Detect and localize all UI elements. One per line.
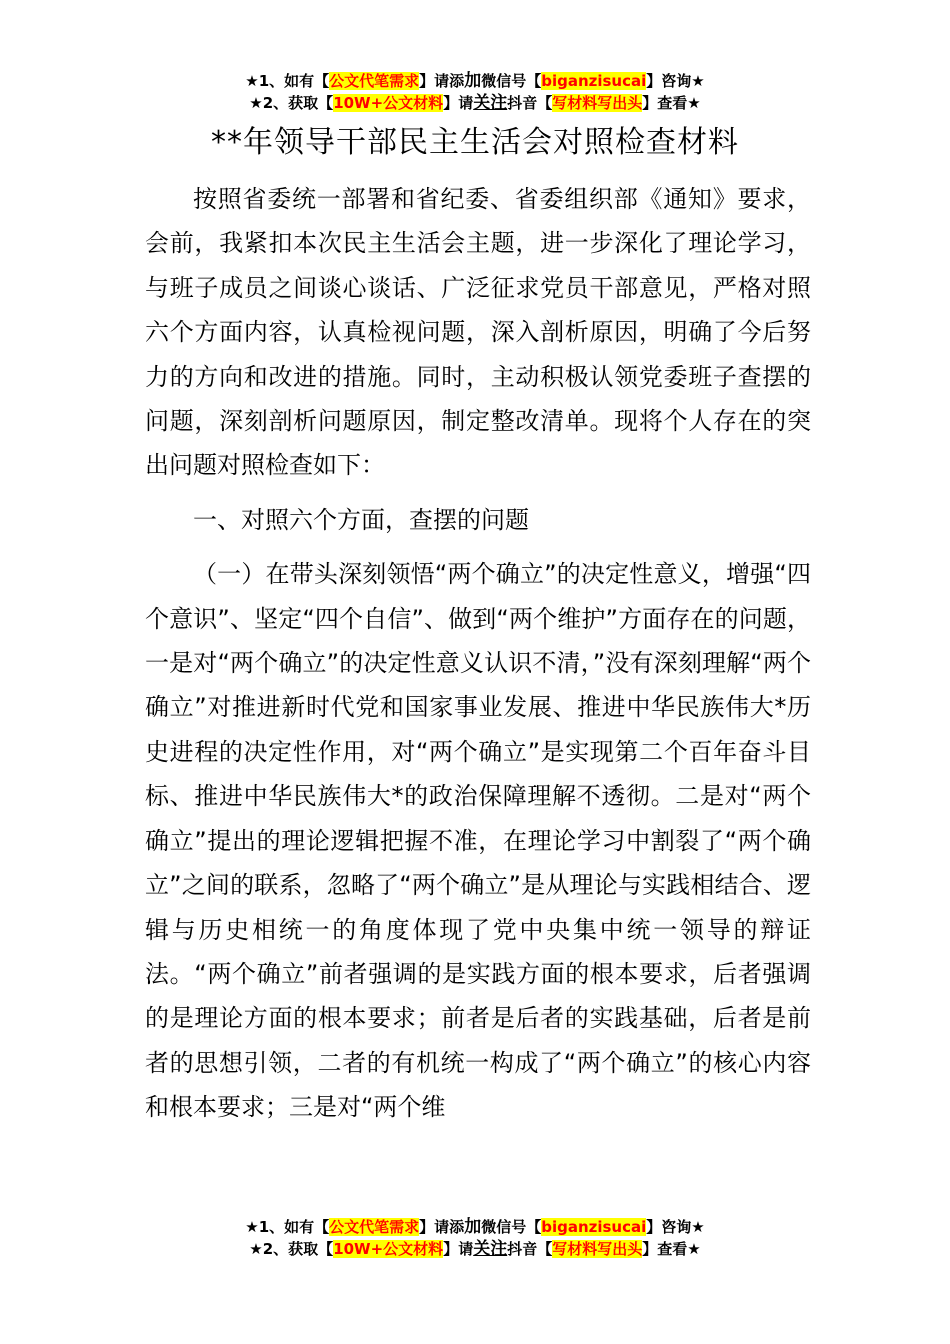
section-heading: 一、对照六个方面，查摆的问题 — [193, 505, 529, 534]
footer-banner — [0, 1216, 950, 1260]
banner-text: 】请 — [443, 94, 474, 112]
banner-text: 微信号【 — [481, 1218, 542, 1236]
banner-highlight-douyin: 写材料写出头 — [552, 94, 643, 112]
paragraph-intro: 按照省委统一部署和省纪委、省委组织部《通知》要求，会前，我紧扣本次民主生活会主题，进一步深化了理论学习，与班子成员之间谈心谈话、广泛征求党员干部意见，严格对照六个方面内容，认真检视问题，深入剖析原因，明确了今后努力的方向和改进的措施。同时，主动积极认领党委班子查摆的问题，深刻剖析问题原因，制定整改清单。现将个人存在的突出问题对照检查如下： — [145, 185, 811, 480]
banner-text: 】请 — [443, 1240, 474, 1258]
banner-text: 抖音【 — [507, 1240, 553, 1258]
banner-text: 抖音【 — [507, 94, 553, 112]
banner-text: 】查看★ — [642, 1240, 701, 1258]
banner-text: 】查看★ — [642, 94, 701, 112]
banner-highlight-ghostwriting: 公文代笔需求 — [329, 1218, 420, 1236]
banner-text: 加 — [464, 71, 482, 91]
banner-text: 关注 — [473, 93, 508, 113]
banner-highlight-materials: 10W+公文材料 — [333, 94, 444, 112]
banner-text: 】咨询★ — [646, 1218, 705, 1236]
banner-highlight-wechat-id: biganzisucai — [541, 72, 647, 90]
banner-text: 加 — [464, 1217, 482, 1237]
banner-line-1 — [0, 1216, 950, 1238]
banner-text: 】请添 — [419, 1218, 465, 1236]
paragraph-item-1: （一）在带头深刻领悟“两个确立”的决定性意义，增强“四个意识”、坚定“四个自信”、做到“两个维护”方面存在的问题，一是对“两个确立”的决定性意义认识不清，”没有深刻理解“两个确立”对推进新时代党和国家事业发展、推进中华民族伟大*历史进程的决定性作用，对“两个确立”是实现第二个百年奋斗目标、推进中华民族伟大*的政治保障理解不透彻。二是对“两个确立”提出的理论逻辑把握不准，在理论学习中割裂了“两个确立”之间的联系，忽略了“两个确立”是从理论与实践相结合、逻辑与历史相统一的角度体现了党中央集中统一领导的辩证法。“两个确立”前者强调的是实践方面的根本要求，后者强调的是理论方面的根本要求；前者是后者的实践基础，后者是前者的思想引领，二者的有机统一构成了“两个确立”的核心内容和根本要求；三是对“两个维 — [145, 560, 811, 1122]
banner-text: 微信号【 — [481, 72, 542, 90]
header-banner — [0, 70, 950, 114]
banner-text: 】咨询★ — [646, 72, 705, 90]
banner-text: 关注 — [473, 1239, 508, 1259]
banner-highlight-ghostwriting: 公文代笔需求 — [329, 72, 420, 90]
banner-line-2 — [0, 1238, 950, 1260]
banner-line-1 — [0, 70, 950, 92]
banner-line-2 — [0, 92, 950, 114]
banner-text: ★1、如有【 — [245, 1218, 330, 1236]
document-body — [145, 177, 811, 1130]
banner-text: ★1、如有【 — [245, 72, 330, 90]
banner-highlight-douyin: 写材料写出头 — [552, 1240, 643, 1258]
document-title: **年领导干部民主生活会对照检查材料 — [211, 125, 739, 160]
banner-text: ★2、获取【 — [249, 1240, 334, 1258]
banner-highlight-wechat-id: biganzisucai — [541, 1218, 647, 1236]
banner-text: 】请添 — [419, 72, 465, 90]
banner-text: ★2、获取【 — [249, 94, 334, 112]
banner-highlight-materials: 10W+公文材料 — [333, 1240, 444, 1258]
